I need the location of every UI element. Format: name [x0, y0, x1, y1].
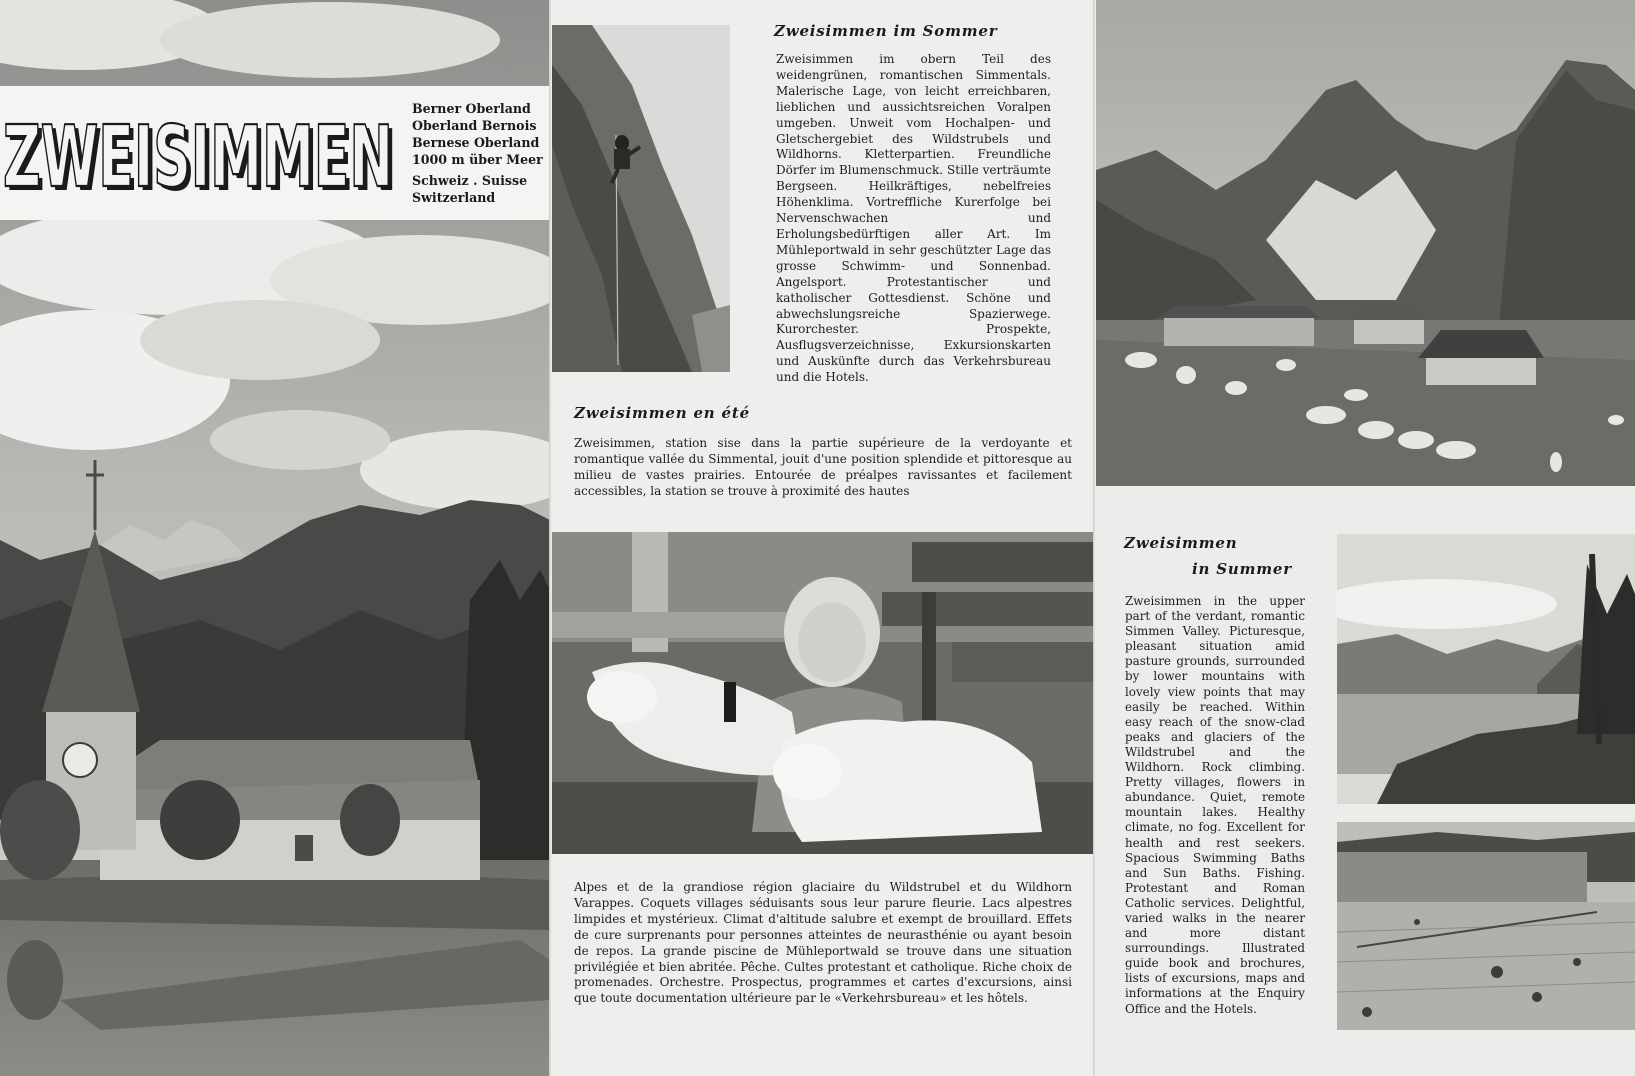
country-line: Switzerland — [412, 190, 496, 205]
location-line: Oberland Bernois — [412, 118, 537, 133]
country-line: Schweiz . Suisse — [412, 173, 528, 188]
zweisimmen-wordmark — [2, 98, 404, 208]
location-lines — [412, 100, 546, 206]
german-heading: Zweisimmen im Sommer — [774, 22, 998, 40]
french-body-text-bottom: Alpes et de la grandiose région glaciaire du Wildstrubel et du Wildhorn Varappes. Coquets villages séduisants sous leur parure fleurie. Lacs alpestres limpides et mystérieux. Climat d'altitude salubre et exempt de brouillard. Effets de cure surprenants pour personnes atteintes de neurasthénie ou ayant besoin de repos. La grande piscine de Mühleportwald se trouve dans une situation privilégiée et bien abritée. Pêche. Cultes protestant et catholique. Riche choix de promenades. Orchestre. Prospectus, programmes et cartes d'excursions, ainsi que toute documentation ultérieure par le «Verkehrsbureau» et les hôtels. — [574, 880, 1072, 1006]
english-heading-line1: Zweisimmen — [1124, 534, 1238, 552]
wordmark-face: ZWEISIMMEN — [3, 108, 393, 207]
wordmark-shadow: ZWEISIMMEN — [7, 112, 397, 208]
cover-panel — [0, 0, 550, 1076]
altitude-line: 1000 m über Meer — [412, 152, 543, 167]
english-body-text: Zweisimmen in the upper part of the verdant, romantic Simmen Valley. Picturesque, pleasant situation amid pasture grounds, surrounded by lower mountains with lovely view points that may easily be reached. Within easy reach of the snow-clad peaks and glaciers of the Wildstrubel and the Wildhorn. Rock climbing. Pretty villages, flowers in abundance. Quiet, remote mountain lakes. Healthy climate, no fog. Excellent for health and rest seekers. Spacious Swimming Baths and Sun Baths. Fishing. Protestant and Roman Catholic services. Delightful, varied walks in the nearer and more distant surroundings. Illustrated guide book and brochures, lists of excursions, maps and informations at the Enquiry Office and the Hotels. — [1125, 594, 1305, 1016]
english-heading-line2: in Summer — [1192, 560, 1292, 578]
mountain-lake-photo — [1337, 534, 1635, 804]
girl-with-goats-photo — [552, 532, 1093, 854]
swimming-pool-photo — [1337, 822, 1635, 1030]
alpine-pasture-photo — [1096, 0, 1635, 486]
french-body-text-top: Zweisimmen, station sise dans la partie supérieure de la verdoyante et romantique vallée du Simmental, jouit d'une position splendide et pittoresque au milieu de vastes prairies. Entourée de préalpes ravissantes et facilement accessibles, la station se trouve à proximité des hautes — [574, 436, 1072, 498]
location-line: Berner Oberland — [412, 101, 531, 116]
right-panel — [1096, 0, 1635, 1076]
middle-panel — [552, 0, 1093, 1076]
french-heading: Zweisimmen en été — [574, 404, 750, 422]
title-band — [0, 86, 550, 220]
german-body-text: Zweisimmen im obern Teil des weidengrünen, romantischen Simmentals. Malerische Lage, von leicht erreichbaren, lieblichen und aussichtsreichen Voralpen umgeben. Unweit vom Hochalpen- und Gletschergebiet des Wildstrubels und Wildhorns. Kletterpartien. Freundliche Dörfer im Blumenschmuck. Stille verträumte Bergseen. Heilkräftiges, nebelfreies Höhenklima. Vortreffliche Kurerfolge bei Nervenschwachen und Erholungsbedürftigen aller Art. Im Mühleportwald in sehr geschützter Lage das grosse Schwimm- und Sonnenbad. Angelsport. Protestantischer und katholischer Gottesdienst. Schöne und abwechslungsreiche Spazierwege. Kurorchester. Prospekte, Ausflugsverzeichnisse, Exkursionskarten und Auskünfte durch das Verkehrsbureau und die Hotels. — [776, 52, 1051, 385]
location-line: Bernese Oberland — [412, 135, 540, 150]
rock-climber-photo — [552, 25, 730, 372]
